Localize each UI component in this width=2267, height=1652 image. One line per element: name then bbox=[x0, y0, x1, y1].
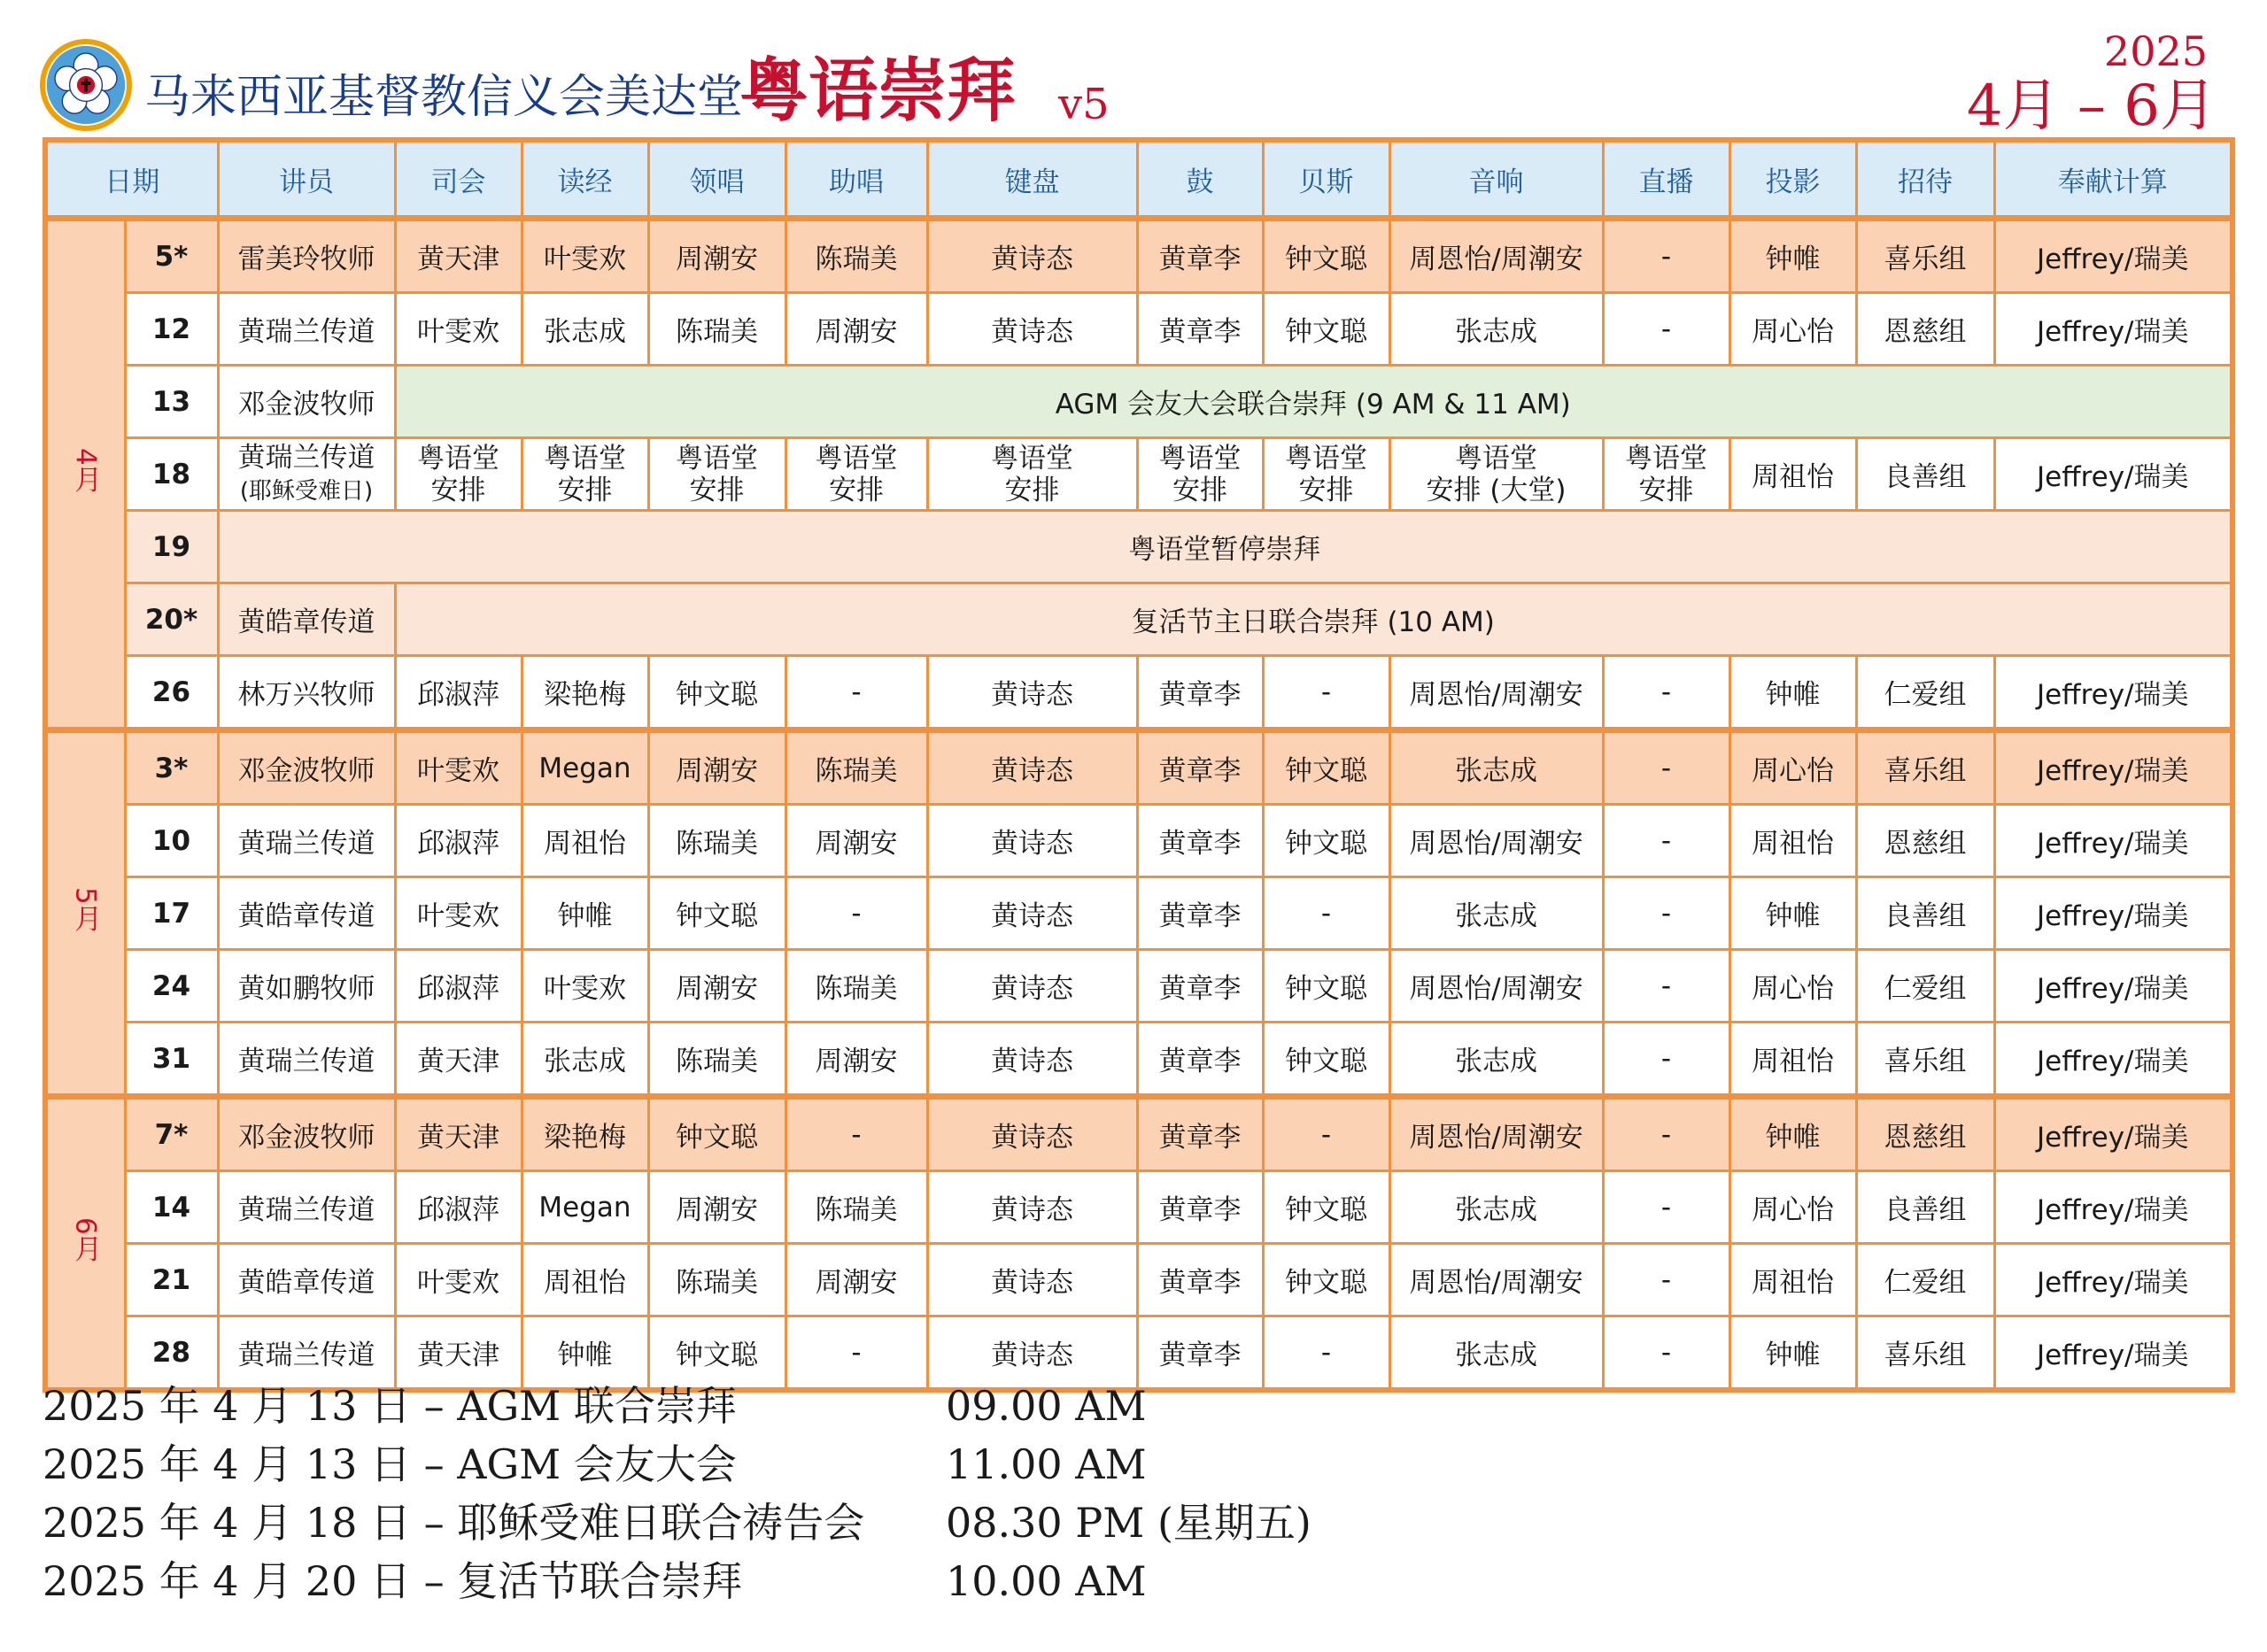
bass-cell: 钟文聪 bbox=[1263, 1171, 1389, 1244]
event-note bbox=[43, 1435, 1459, 1494]
backup-singer-cell: 粤语堂 安排 bbox=[785, 438, 927, 511]
backup-singer-cell: 周潮安 bbox=[785, 805, 927, 877]
speaker-cell bbox=[218, 438, 395, 511]
bass-cell: 钟文聪 bbox=[1263, 805, 1389, 877]
table-row bbox=[45, 877, 2232, 950]
drums-cell: 黄章李 bbox=[1137, 877, 1263, 950]
speaker-cell: 黄瑞兰传道 bbox=[218, 805, 395, 877]
livestream-cell: - bbox=[1603, 1244, 1729, 1316]
keyboard-cell: 黄诗态 bbox=[927, 1097, 1137, 1171]
drums-cell: 黄章李 bbox=[1137, 1171, 1263, 1244]
reading-cell: 叶雯欢 bbox=[522, 219, 648, 293]
bass-cell: - bbox=[1263, 656, 1389, 730]
month-label-april: 4月 bbox=[45, 219, 125, 730]
col-keyboard: 键盘 bbox=[927, 140, 1137, 219]
lead-singer-cell: 钟文聪 bbox=[648, 656, 785, 730]
keyboard-cell: 黄诗态 bbox=[927, 950, 1137, 1023]
livestream-cell: - bbox=[1603, 656, 1729, 730]
row-date: 19 bbox=[125, 511, 218, 583]
page-header bbox=[40, 27, 2227, 139]
row-date: 14 bbox=[125, 1171, 218, 1244]
row-date: 13 bbox=[125, 366, 218, 438]
backup-singer-cell: 周潮安 bbox=[785, 1244, 927, 1316]
livestream-cell: - bbox=[1603, 877, 1729, 950]
row-date: 20* bbox=[125, 583, 218, 656]
event-note-title: 2025 年 4 月 20 日 – 复活节联合崇拜 bbox=[43, 1557, 743, 1605]
lead-singer-cell: 陈瑞美 bbox=[648, 1244, 785, 1316]
projection-cell: 周心怡 bbox=[1729, 1171, 1856, 1244]
host-cell: 叶雯欢 bbox=[395, 877, 522, 950]
host-cell: 叶雯欢 bbox=[395, 1244, 522, 1316]
speaker-cell: 黄皓章传道 bbox=[218, 1244, 395, 1316]
usher-cell: 喜乐组 bbox=[1856, 1023, 1994, 1097]
drums-cell: 粤语堂 安排 bbox=[1137, 438, 1263, 511]
lead-singer-cell: 钟文聪 bbox=[648, 1097, 785, 1171]
host-cell: 黄天津 bbox=[395, 219, 522, 293]
projection-cell: 周心怡 bbox=[1729, 950, 1856, 1023]
lead-singer-cell: 陈瑞美 bbox=[648, 1023, 785, 1097]
speaker-cell: 黄皓章传道 bbox=[218, 877, 395, 950]
offering-cell: Jeffrey/瑞美 bbox=[1994, 1244, 2232, 1316]
livestream-cell: - bbox=[1603, 293, 1729, 366]
offering-cell: Jeffrey/瑞美 bbox=[1994, 730, 2232, 805]
offering-cell: Jeffrey/瑞美 bbox=[1994, 1023, 2232, 1097]
usher-cell: 喜乐组 bbox=[1856, 219, 1994, 293]
livestream-cell: - bbox=[1603, 950, 1729, 1023]
schedule-period: 4月 – 6月 bbox=[1966, 73, 2217, 139]
event-note-time: 10.00 AM bbox=[946, 1557, 1147, 1605]
reading-cell: 钟帷 bbox=[522, 877, 648, 950]
row-date: 5* bbox=[125, 219, 218, 293]
sound-cell: 粤语堂 安排 (大堂) bbox=[1389, 438, 1603, 511]
reading-cell: 叶雯欢 bbox=[522, 950, 648, 1023]
event-note-title: 2025 年 4 月 13 日 – AGM 会友大会 bbox=[43, 1440, 737, 1488]
row-date: 21 bbox=[125, 1244, 218, 1316]
event-note-time: 08.30 PM (星期五) bbox=[946, 1499, 1311, 1547]
offering-cell: Jeffrey/瑞美 bbox=[1994, 293, 2232, 366]
event-notes bbox=[43, 1377, 1459, 1610]
table-row bbox=[45, 1171, 2232, 1244]
offering-cell: Jeffrey/瑞美 bbox=[1994, 656, 2232, 730]
lead-singer-cell: 钟文聪 bbox=[648, 1316, 785, 1391]
event-note-title: 2025 年 4 月 18 日 – 耶稣受难日联合祷告会 bbox=[43, 1499, 865, 1547]
row-date: 3* bbox=[125, 730, 218, 805]
bass-cell: 粤语堂 安排 bbox=[1263, 438, 1389, 511]
usher-cell: 喜乐组 bbox=[1856, 730, 1994, 805]
suspended-note-cell: 粤语堂暂停崇拜 bbox=[218, 511, 2232, 583]
keyboard-cell: 黄诗态 bbox=[927, 730, 1137, 805]
drums-cell: 黄章李 bbox=[1137, 805, 1263, 877]
month-label-may: 5月 bbox=[45, 730, 125, 1097]
speaker-cell: 邓金波牧师 bbox=[218, 1097, 395, 1171]
bass-cell: 钟文聪 bbox=[1263, 1023, 1389, 1097]
agm-note-cell: AGM 会友大会联合崇拜 (9 AM & 11 AM) bbox=[395, 366, 2232, 438]
offering-cell: Jeffrey/瑞美 bbox=[1994, 1171, 2232, 1244]
col-lead-singer: 领唱 bbox=[648, 140, 785, 219]
offering-cell: Jeffrey/瑞美 bbox=[1994, 950, 2232, 1023]
event-note-time: 09.00 AM bbox=[946, 1382, 1147, 1430]
livestream-cell: - bbox=[1603, 1316, 1729, 1391]
row-date: 12 bbox=[125, 293, 218, 366]
table-row bbox=[45, 366, 2232, 438]
drums-cell: 黄章李 bbox=[1137, 219, 1263, 293]
month-label-june: 6月 bbox=[45, 1097, 125, 1391]
keyboard-cell: 黄诗态 bbox=[927, 877, 1137, 950]
host-cell: 邱淑萍 bbox=[395, 805, 522, 877]
col-livestream: 直播 bbox=[1603, 140, 1729, 219]
keyboard-cell: 黄诗态 bbox=[927, 1023, 1137, 1097]
host-cell: 邱淑萍 bbox=[395, 656, 522, 730]
usher-cell: 恩慈组 bbox=[1856, 805, 1994, 877]
schedule-year: 2025 bbox=[2103, 27, 2208, 75]
backup-singer-cell: 周潮安 bbox=[785, 293, 927, 366]
speaker-cell: 雷美玲牧师 bbox=[218, 219, 395, 293]
bass-cell: 钟文聪 bbox=[1263, 730, 1389, 805]
host-cell: 黄天津 bbox=[395, 1316, 522, 1391]
lead-singer-cell: 周潮安 bbox=[648, 1171, 785, 1244]
usher-cell: 良善组 bbox=[1856, 877, 1994, 950]
event-note bbox=[43, 1552, 1459, 1610]
sound-cell: 张志成 bbox=[1389, 1023, 1603, 1097]
col-reading: 读经 bbox=[522, 140, 648, 219]
usher-cell: 喜乐组 bbox=[1856, 1316, 1994, 1391]
keyboard-cell: 黄诗态 bbox=[927, 293, 1137, 366]
speaker-name: 黄瑞兰传道 bbox=[237, 441, 375, 474]
row-date: 28 bbox=[125, 1316, 218, 1391]
projection-cell: 周祖怡 bbox=[1729, 805, 1856, 877]
table-header-row bbox=[45, 140, 2232, 219]
bass-cell: 钟文聪 bbox=[1263, 1244, 1389, 1316]
bass-cell: 钟文聪 bbox=[1263, 950, 1389, 1023]
lead-singer-cell: 粤语堂 安排 bbox=[648, 438, 785, 511]
lead-singer-cell: 周潮安 bbox=[648, 219, 785, 293]
backup-singer-cell: 周潮安 bbox=[785, 1023, 927, 1097]
service-title: 粤语崇拜 bbox=[739, 51, 1017, 131]
lead-singer-cell: 钟文聪 bbox=[648, 877, 785, 950]
table-row bbox=[45, 805, 2232, 877]
speaker-cell: 黄瑞兰传道 bbox=[218, 293, 395, 366]
host-cell: 黄天津 bbox=[395, 1097, 522, 1171]
bass-cell: - bbox=[1263, 1316, 1389, 1391]
offering-cell: Jeffrey/瑞美 bbox=[1994, 438, 2232, 511]
projection-cell: 周祖怡 bbox=[1729, 1023, 1856, 1097]
usher-cell: 仁爱组 bbox=[1856, 950, 1994, 1023]
keyboard-cell: 黄诗态 bbox=[927, 219, 1137, 293]
backup-singer-cell: - bbox=[785, 1097, 927, 1171]
col-usher: 招待 bbox=[1856, 140, 1994, 219]
backup-singer-cell: - bbox=[785, 877, 927, 950]
roster-table bbox=[43, 137, 2235, 1393]
livestream-cell: - bbox=[1603, 730, 1729, 805]
usher-cell: 恩慈组 bbox=[1856, 1097, 1994, 1171]
table-row bbox=[45, 656, 2232, 730]
bass-cell: 钟文聪 bbox=[1263, 219, 1389, 293]
lead-singer-cell: 陈瑞美 bbox=[648, 805, 785, 877]
event-note-title: 2025 年 4 月 13 日 – AGM 联合崇拜 bbox=[43, 1382, 737, 1430]
keyboard-cell: 黄诗态 bbox=[927, 1316, 1137, 1391]
table-row bbox=[45, 730, 2232, 805]
version-label: v5 bbox=[1058, 80, 1110, 129]
table-row bbox=[45, 1097, 2232, 1171]
speaker-cell: 林万兴牧师 bbox=[218, 656, 395, 730]
projection-cell: 周祖怡 bbox=[1729, 1244, 1856, 1316]
reading-cell: 张志成 bbox=[522, 1023, 648, 1097]
row-date: 7* bbox=[125, 1097, 218, 1171]
event-note-time: 11.00 AM bbox=[946, 1440, 1147, 1488]
luther-rose-logo-icon bbox=[40, 39, 132, 131]
host-cell: 邱淑萍 bbox=[395, 1171, 522, 1244]
lead-singer-cell: 陈瑞美 bbox=[648, 293, 785, 366]
usher-cell: 良善组 bbox=[1856, 438, 1994, 511]
row-date: 24 bbox=[125, 950, 218, 1023]
bass-cell: - bbox=[1263, 877, 1389, 950]
bass-cell: - bbox=[1263, 1097, 1389, 1171]
usher-cell: 良善组 bbox=[1856, 1171, 1994, 1244]
host-cell: 叶雯欢 bbox=[395, 293, 522, 366]
reading-cell: 梁艳梅 bbox=[522, 1097, 648, 1171]
table-row bbox=[45, 293, 2232, 366]
row-date: 17 bbox=[125, 877, 218, 950]
reading-cell: 钟帷 bbox=[522, 1316, 648, 1391]
row-date: 18 bbox=[125, 438, 218, 511]
projection-cell: 钟帷 bbox=[1729, 877, 1856, 950]
offering-cell: Jeffrey/瑞美 bbox=[1994, 805, 2232, 877]
projection-cell: 钟帷 bbox=[1729, 1316, 1856, 1391]
projection-cell: 钟帷 bbox=[1729, 656, 1856, 730]
speaker-cell: 黄瑞兰传道 bbox=[218, 1316, 395, 1391]
livestream-cell: - bbox=[1603, 1023, 1729, 1097]
table-row bbox=[45, 1244, 2232, 1316]
livestream-cell: - bbox=[1603, 805, 1729, 877]
table-row bbox=[45, 583, 2232, 656]
col-bass: 贝斯 bbox=[1263, 140, 1389, 219]
host-cell: 叶雯欢 bbox=[395, 730, 522, 805]
sound-cell: 周恩怡/周潮安 bbox=[1389, 805, 1603, 877]
col-date: 日期 bbox=[45, 140, 218, 219]
table-row bbox=[45, 511, 2232, 583]
col-projection: 投影 bbox=[1729, 140, 1856, 219]
speaker-cell: 黄如鹏牧师 bbox=[218, 950, 395, 1023]
usher-cell: 仁爱组 bbox=[1856, 656, 1994, 730]
col-offering-count: 奉献计算 bbox=[1994, 140, 2232, 219]
backup-singer-cell: - bbox=[785, 1316, 927, 1391]
col-host: 司会 bbox=[395, 140, 522, 219]
backup-singer-cell: 陈瑞美 bbox=[785, 950, 927, 1023]
offering-cell: Jeffrey/瑞美 bbox=[1994, 1316, 2232, 1391]
projection-cell: 周心怡 bbox=[1729, 730, 1856, 805]
church-name: 马来西亚基督教信义会美达堂 bbox=[144, 71, 744, 124]
col-drums: 鼓 bbox=[1137, 140, 1263, 219]
livestream-cell: 粤语堂 安排 bbox=[1603, 438, 1729, 511]
lead-singer-cell: 周潮安 bbox=[648, 950, 785, 1023]
drums-cell: 黄章李 bbox=[1137, 1244, 1263, 1316]
row-date: 26 bbox=[125, 656, 218, 730]
event-note bbox=[43, 1494, 1459, 1552]
table-row bbox=[45, 950, 2232, 1023]
offering-cell: Jeffrey/瑞美 bbox=[1994, 219, 2232, 293]
sound-cell: 张志成 bbox=[1389, 1171, 1603, 1244]
sound-cell: 张志成 bbox=[1389, 293, 1603, 366]
sound-cell: 张志成 bbox=[1389, 730, 1603, 805]
drums-cell: 黄章李 bbox=[1137, 656, 1263, 730]
col-sound: 音响 bbox=[1389, 140, 1603, 219]
host-cell: 粤语堂 安排 bbox=[395, 438, 522, 511]
table-row bbox=[45, 1023, 2232, 1097]
projection-cell: 钟帷 bbox=[1729, 219, 1856, 293]
sound-cell: 周恩怡/周潮安 bbox=[1389, 950, 1603, 1023]
col-speaker: 讲员 bbox=[218, 140, 395, 219]
easter-note-cell: 复活节主日联合崇拜 (10 AM) bbox=[395, 583, 2232, 656]
event-note bbox=[43, 1377, 1459, 1435]
usher-cell: 仁爱组 bbox=[1856, 1244, 1994, 1316]
reading-cell: Megan bbox=[522, 730, 648, 805]
sound-cell: 张志成 bbox=[1389, 1316, 1603, 1391]
speaker-note: (耶稣受难日) bbox=[239, 477, 374, 505]
projection-cell: 钟帷 bbox=[1729, 1097, 1856, 1171]
livestream-cell: - bbox=[1603, 219, 1729, 293]
host-cell: 邱淑萍 bbox=[395, 950, 522, 1023]
bass-cell: 钟文聪 bbox=[1263, 293, 1389, 366]
drums-cell: 黄章李 bbox=[1137, 730, 1263, 805]
keyboard-cell: 黄诗态 bbox=[927, 1244, 1137, 1316]
backup-singer-cell: 陈瑞美 bbox=[785, 219, 927, 293]
speaker-cell: 邓金波牧师 bbox=[218, 366, 395, 438]
sound-cell: 周恩怡/周潮安 bbox=[1389, 219, 1603, 293]
col-backup-singer: 助唱 bbox=[785, 140, 927, 219]
keyboard-cell: 粤语堂 安排 bbox=[927, 438, 1137, 511]
keyboard-cell: 黄诗态 bbox=[927, 1171, 1137, 1244]
sound-cell: 周恩怡/周潮安 bbox=[1389, 1244, 1603, 1316]
lead-singer-cell: 周潮安 bbox=[648, 730, 785, 805]
reading-cell: 粤语堂 安排 bbox=[522, 438, 648, 511]
speaker-cell: 邓金波牧师 bbox=[218, 730, 395, 805]
backup-singer-cell: 陈瑞美 bbox=[785, 730, 927, 805]
row-date: 31 bbox=[125, 1023, 218, 1097]
keyboard-cell: 黄诗态 bbox=[927, 656, 1137, 730]
reading-cell: 梁艳梅 bbox=[522, 656, 648, 730]
drums-cell: 黄章李 bbox=[1137, 293, 1263, 366]
sound-cell: 张志成 bbox=[1389, 877, 1603, 950]
drums-cell: 黄章李 bbox=[1137, 1023, 1263, 1097]
projection-cell: 周心怡 bbox=[1729, 293, 1856, 366]
speaker-cell: 黄瑞兰传道 bbox=[218, 1023, 395, 1097]
sound-cell: 周恩怡/周潮安 bbox=[1389, 656, 1603, 730]
reading-cell: 周祖怡 bbox=[522, 805, 648, 877]
backup-singer-cell: - bbox=[785, 656, 927, 730]
drums-cell: 黄章李 bbox=[1137, 1316, 1263, 1391]
speaker-cell: 黄皓章传道 bbox=[218, 583, 395, 656]
sound-cell: 周恩怡/周潮安 bbox=[1389, 1097, 1603, 1171]
table-row bbox=[45, 219, 2232, 293]
table-row bbox=[45, 438, 2232, 511]
offering-cell: Jeffrey/瑞美 bbox=[1994, 1097, 2232, 1171]
backup-singer-cell: 陈瑞美 bbox=[785, 1171, 927, 1244]
offering-cell: Jeffrey/瑞美 bbox=[1994, 877, 2232, 950]
speaker-cell: 黄瑞兰传道 bbox=[218, 1171, 395, 1244]
host-cell: 黄天津 bbox=[395, 1023, 522, 1097]
reading-cell: 周祖怡 bbox=[522, 1244, 648, 1316]
livestream-cell: - bbox=[1603, 1171, 1729, 1244]
row-date: 10 bbox=[125, 805, 218, 877]
livestream-cell: - bbox=[1603, 1097, 1729, 1171]
drums-cell: 黄章李 bbox=[1137, 950, 1263, 1023]
reading-cell: Megan bbox=[522, 1171, 648, 1244]
usher-cell: 恩慈组 bbox=[1856, 293, 1994, 366]
drums-cell: 黄章李 bbox=[1137, 1097, 1263, 1171]
projection-cell: 周祖怡 bbox=[1729, 438, 1856, 511]
reading-cell: 张志成 bbox=[522, 293, 648, 366]
keyboard-cell: 黄诗态 bbox=[927, 805, 1137, 877]
